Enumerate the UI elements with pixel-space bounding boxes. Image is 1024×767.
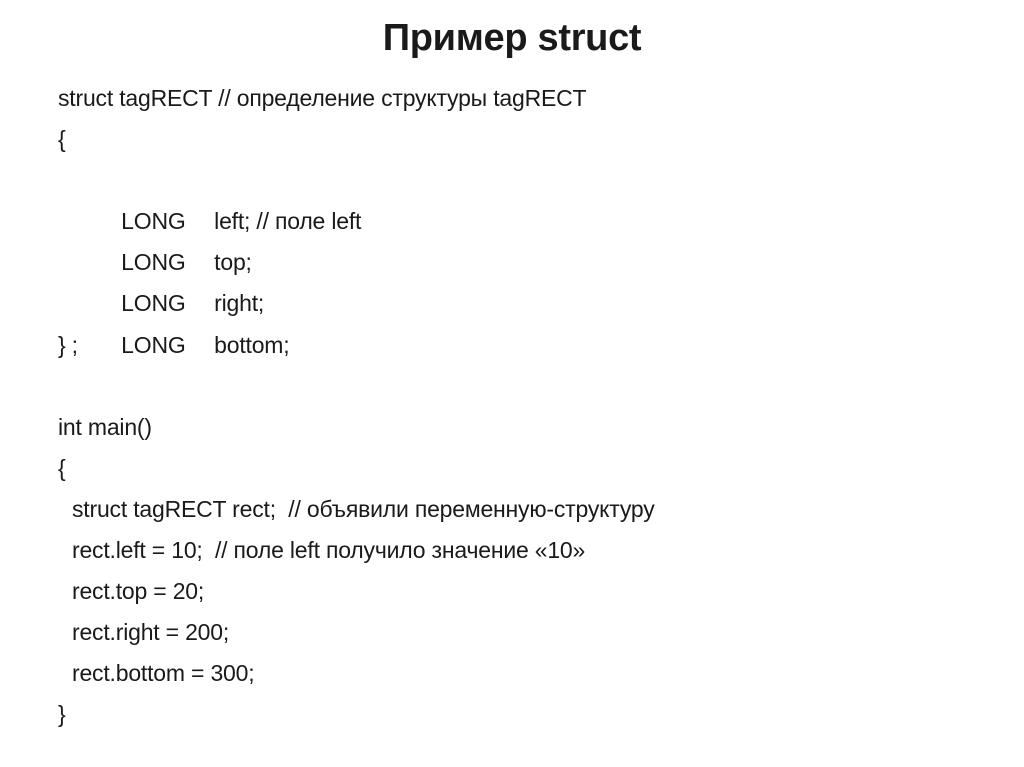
field-decl: bottom;: [214, 331, 290, 358]
main-statement-line: rect.right = 200;: [72, 619, 230, 646]
main-statement-line: rect.bottom = 300;: [72, 660, 255, 687]
struct-field-line: [58, 160, 998, 235]
main-close-brace: }: [58, 701, 66, 728]
field-decl: left; // поле left: [214, 208, 362, 235]
struct-open-brace: {: [58, 126, 66, 153]
main-statement-line: struct tagRECT rect; // объявили переменную-структуру: [72, 495, 655, 522]
main-header-line: int main(): [58, 413, 152, 440]
struct-close-line: } ;: [58, 331, 78, 358]
field-type: LONG: [121, 249, 186, 276]
main-statement-line: rect.top = 20;: [72, 578, 205, 605]
field-decl: right;: [214, 290, 265, 317]
field-type: LONG: [121, 290, 186, 317]
struct-header-line: struct tagRECT // определение структуры tagRECT: [58, 85, 587, 111]
slide-title: Пример struct: [382, 17, 642, 59]
field-type: LONG: [121, 331, 186, 358]
main-statement-line: rect.left = 10; // поле left получило значение «10»: [72, 537, 586, 564]
main-open-brace: {: [58, 454, 66, 481]
code-listing: [58, 78, 998, 736]
field-type: LONG: [121, 208, 186, 235]
blank-line: [58, 366, 998, 407]
field-decl: top;: [214, 249, 252, 276]
